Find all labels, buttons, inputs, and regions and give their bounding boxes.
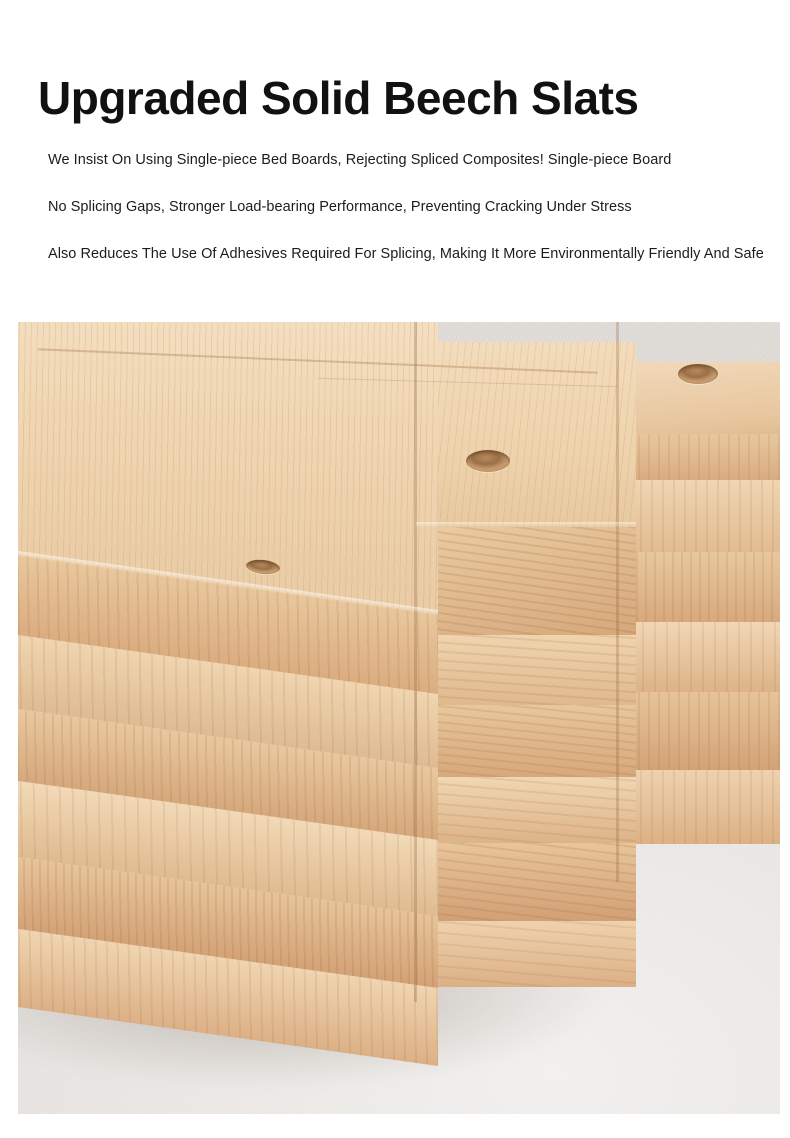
edge-highlight-mid (416, 522, 636, 527)
slat-mid-3 (416, 705, 636, 777)
feature-list (48, 150, 764, 291)
slat-back-2 (618, 480, 780, 552)
list-item: No Splicing Gaps, Stronger Load-bearing Performance, Preventing Cracking Under Stress (48, 199, 632, 215)
page-title: Upgraded Solid Beech Slats (38, 71, 639, 124)
list-item: Also Reduces The Use Of Adhesives Required For Splicing, Making It More Environmentally Friendly And Safe (48, 246, 764, 262)
slat-back-5 (618, 692, 780, 770)
seam-mid-right (616, 322, 619, 882)
slat-mid-2 (416, 635, 636, 705)
slat-mid-5 (416, 843, 636, 921)
seam-left-mid (414, 322, 417, 1002)
drill-hole-1 (466, 450, 510, 472)
slat-mid-6 (416, 921, 636, 987)
slat-mid-4 (416, 777, 636, 843)
slat-back-3 (618, 552, 780, 622)
drill-hole-2 (678, 364, 718, 384)
product-photo (18, 322, 780, 1114)
slat-mid-end-1 (416, 527, 636, 635)
slat-back-6 (618, 770, 780, 844)
slat-back-4 (618, 622, 780, 692)
slat-stack (18, 322, 780, 1114)
slat-back-1-front (618, 434, 780, 480)
list-item: We Insist On Using Single-piece Bed Boards, Rejecting Spliced Composites! Single-piece Board (48, 152, 672, 168)
